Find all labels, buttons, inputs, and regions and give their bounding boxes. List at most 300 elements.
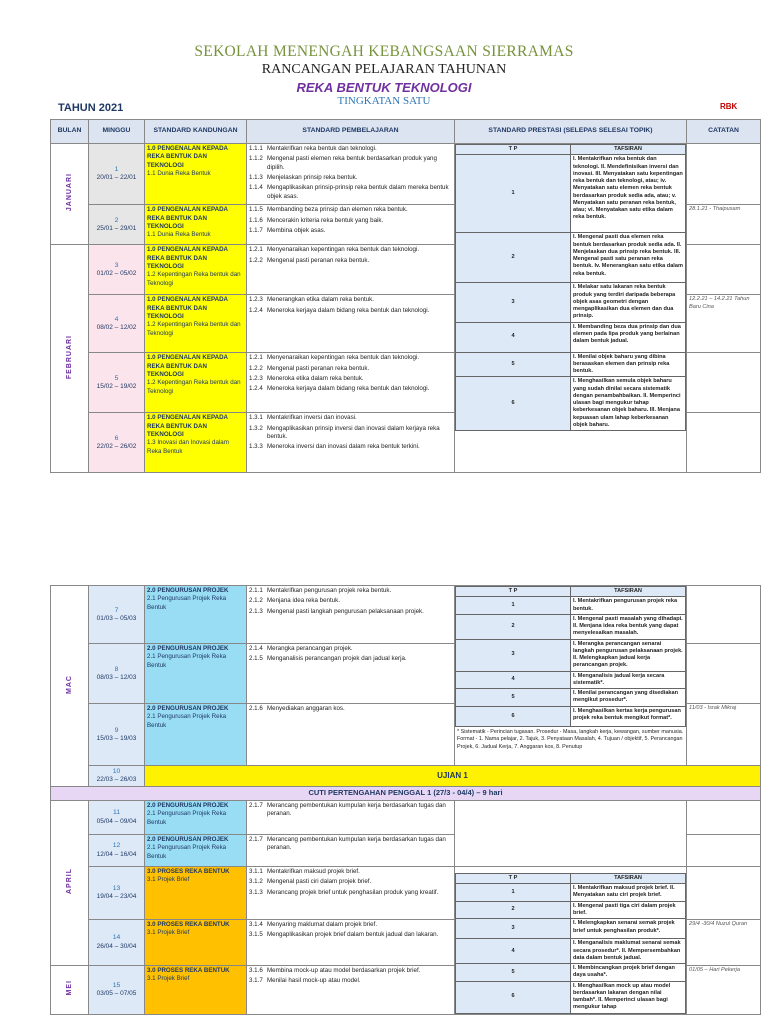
month-cell [51, 144, 89, 245]
tp-description: I. Menghasilkan kertas kerja pengurusan projek reka bentuk mengikut format*. [571, 707, 686, 727]
tafsiran-row [456, 614, 686, 639]
sp-item [249, 868, 452, 876]
sp-text: Meneroka inversi dan inovasi dalam reka bentuk terkini. [267, 443, 420, 451]
tafsiran-header [456, 587, 686, 597]
sp-text: Mentakrifkan maksud projek brief. [267, 867, 360, 875]
sk-subtitle: 3.1 Projek Brief [147, 928, 190, 936]
week-dates: 01/03 – 05/03 [96, 614, 137, 622]
sp-code: 3.1.4 [249, 920, 263, 928]
catatan-cell [687, 834, 761, 866]
sk-subtitle: 2.1 Pengurusan Projek Reka Bentuk [147, 844, 227, 860]
tp-description: I. Menghasilkan mock up atau model berdasarkan lakaran dengan nilai tambah*. II. Memperinci ulasan bagi mengukur tahap [571, 981, 686, 1013]
sp-text: Merancang pembentukan kumpulan kerja berdasarkan tugas dan peranan. [267, 835, 446, 852]
lesson-plan-table-page1 [50, 119, 761, 473]
tafsiran-row [456, 919, 686, 939]
sp-text: Meneroka kerjaya dalam bidang reka bentuk dan teknologi. [267, 385, 430, 393]
catatan-cell: 01/05 – Hari Pekerja [687, 966, 761, 1015]
sp-code: 2.1.5 [249, 655, 263, 663]
tp-description: I. Mentakrifkan pengurusan projek reka bentuk. [571, 597, 686, 615]
tafsiran-row [456, 233, 686, 283]
standard-pembelajaran-cell [247, 704, 455, 766]
tafsiran-row [456, 981, 686, 1013]
tafsiran-row [456, 939, 686, 964]
sp-text: Mencerakin kriteria reka bentuk yang baik. [267, 216, 384, 224]
sp-text: Merancang projek brief untuk penghasilan produk yang kreatif. [267, 888, 439, 896]
sp-code: 1.2.4 [249, 385, 263, 393]
sk-subtitle: 2.1 Pengurusan Projek Reka Bentuk [147, 810, 227, 826]
sp-text: Menyenaraikan kepentingan reka bentuk dan teknologi. [267, 246, 420, 254]
sp-item [249, 931, 452, 939]
week-dates: 01/02 – 05/02 [96, 269, 137, 277]
tp-header: T P [456, 873, 571, 883]
week-dates: 03/05 – 07/05 [96, 990, 137, 998]
sk-title: 2.0 PENGURUSAN PROJEK [147, 587, 229, 594]
sp-text: Menganalisis perancangan projek dan jadual kerja. [267, 655, 407, 663]
sk-subtitle: 2.1 Pengurusan Projek Reka Bentuk [147, 595, 227, 611]
sp-item [249, 425, 452, 442]
sp-text: Menjana idea reka bentuk. [267, 597, 340, 605]
catatan-cell [687, 413, 761, 473]
month-cell [51, 966, 89, 1015]
sp-item [249, 217, 452, 225]
sk-subtitle: 1.2 Kepentingan Reka bentuk dan Teknologi [147, 379, 241, 395]
tp-description: I. Mentakrifkan reka bentuk dan teknologi. II. Mendefinisikan inversi dan inovasi. III. Menyatakan satu kepentingan reka bentuk dan teknologi, atau; iv. Menyatakan satu elemen reka bentuk berdasarkan produk sedia ada, atau; v. Menyatakan satu peranan reka bentuk, atau; vi. Menyatakan satu etika dalam reka bentuk. [571, 155, 686, 233]
week-dates: 12/04 – 16/04 [96, 850, 137, 858]
sk-title: 1.0 PENGENALAN KEPADA REKA BENTUK DAN TEKNOLOGI [147, 296, 228, 320]
month-label: MAC [65, 674, 73, 694]
tafsiran-row [456, 283, 686, 322]
tp-level: 4 [456, 939, 571, 964]
sp-text: Mengenal pasti peranan reka bentuk. [267, 256, 370, 264]
sp-item [249, 184, 452, 201]
col-minggu: MINGGU [89, 120, 145, 144]
catatan-cell [687, 144, 761, 205]
sp-item [249, 802, 452, 819]
sp-code: 1.3.1 [249, 414, 263, 422]
tafsiran-row [456, 689, 686, 707]
sp-text: Mentakrifkan reka bentuk dan teknologi. [267, 145, 377, 152]
week-dates: 08/03 – 12/03 [96, 673, 137, 681]
week-number: 2 [114, 216, 119, 224]
standard-pembelajaran-cell [247, 586, 455, 644]
sp-item [249, 921, 452, 929]
week-cell [89, 766, 145, 787]
sp-item [249, 174, 452, 182]
sp-text: Membina mock-up atau model berdasarkan projek brief. [267, 967, 421, 975]
sp-item [249, 145, 452, 153]
week-number: 12 [112, 842, 121, 850]
sp-code: 2.1.3 [249, 607, 263, 615]
week-number: 14 [112, 934, 121, 942]
sk-title: 3.0 PROSES REKA BENTUK [147, 920, 230, 928]
week-number: 3 [114, 261, 119, 269]
standard-prestasi-cell [455, 586, 687, 766]
tp-description: I. Mengenal pasti tiga ciri dalam projek brief. [571, 901, 686, 919]
standard-kandungan-cell [145, 205, 247, 245]
school-name: SEKOLAH MENENGAH KEBANGSAAN SIERRAMAS [194, 43, 574, 60]
sp-code: 1.1.4 [249, 184, 263, 192]
tafsiran-header [456, 145, 686, 155]
sp-code: 1.2.1 [249, 246, 263, 254]
week-number: 7 [114, 606, 119, 614]
sp-code: 2.1.7 [249, 835, 263, 843]
tp-level: 6 [456, 377, 571, 431]
week-dates: 15/02 – 19/02 [96, 382, 137, 390]
week-number: 4 [114, 315, 119, 323]
tafsiran-table [455, 873, 686, 1014]
week-number: 1 [114, 166, 119, 174]
catatan-cell [687, 800, 761, 834]
sp-code: 2.1.4 [249, 645, 263, 652]
standard-prestasi-empty [455, 800, 687, 866]
tp-level: 5 [456, 964, 571, 982]
tafsiran-header-label: TAFSIRAN [571, 873, 686, 883]
week-dates: 05/04 – 09/04 [96, 817, 137, 825]
catatan-cell [687, 245, 761, 295]
col-catatan: CATATAN [687, 120, 761, 144]
tafsiran-row [456, 964, 686, 982]
sp-item [249, 375, 452, 383]
tafsiran-row [456, 671, 686, 689]
month-label: FEBRUARI [65, 334, 73, 380]
sk-title: 1.0 PENGENALAN KEPADA REKA BENTUK DAN TEKNOLOGI [147, 354, 228, 378]
tp-header: T P [456, 145, 571, 155]
catatan-cell [687, 586, 761, 644]
standard-pembelajaran-cell [247, 353, 455, 413]
tp-level: 3 [456, 639, 571, 671]
sp-code: 3.1.3 [249, 888, 263, 896]
sp-code: 2.1.1 [249, 587, 263, 594]
sp-item [249, 414, 452, 422]
standard-kandungan-cell [145, 353, 247, 413]
sp-code: 1.1.5 [249, 206, 263, 214]
tp-description: I. Mentakrifkan maksud projek brief. II. Menyatakan satu ciri projek brief. [571, 884, 686, 902]
tp-level: 5 [456, 689, 571, 707]
sp-code: 1.2.2 [249, 256, 263, 264]
week-cell [89, 800, 145, 834]
sp-code: 1.2.3 [249, 296, 263, 304]
standard-kandungan-cell [145, 245, 247, 295]
tp-level: 2 [456, 901, 571, 919]
sk-title: 3.0 PROSES REKA BENTUK [147, 867, 230, 875]
week-cell [89, 644, 145, 704]
sp-text: Menyediakan anggaran kos. [267, 705, 345, 712]
sp-item [249, 705, 452, 713]
tp-description: I. Mengenal pasti masalah yang dihadapi. II. Menjana idea reka bentuk yang dapat menyelesaikan masalah. [571, 614, 686, 639]
tafsiran-row [456, 597, 686, 615]
exam-row [51, 766, 761, 787]
sp-text: Merangka perancangan projek. [267, 645, 353, 652]
sp-code: 1.1.1 [249, 145, 263, 152]
week-cell [89, 295, 145, 353]
tp-level: 5 [456, 352, 571, 377]
sk-subtitle: 1.3 Inovasi dan Inovasi dalam Reka Bentuk [147, 439, 229, 455]
week-cell [89, 919, 145, 966]
sk-subtitle: 1.1 Dunia Reka Bentuk [147, 231, 211, 239]
standard-pembelajaran-cell [247, 644, 455, 704]
tafsiran-table [455, 586, 686, 727]
sk-title: 1.0 PENGENALAN KEPADA REKA BENTUK DAN TEKNOLOGI [147, 145, 228, 169]
week-cell [89, 704, 145, 766]
tp-header: T P [456, 587, 571, 597]
sp-code: 1.2.3 [249, 374, 263, 382]
sp-item [249, 206, 452, 214]
month-label: MEI [65, 980, 73, 996]
catatan-cell [687, 866, 761, 919]
catatan-cell [687, 644, 761, 704]
sp-item [249, 608, 452, 616]
sp-code: 1.2.1 [249, 354, 263, 362]
tafsiran-row [456, 901, 686, 919]
sp-code: 3.1.5 [249, 930, 263, 938]
tp-description: I. Menghasilkan semula objek baharu yang sudah dinilai secara sistematik dengan penambahbaikan. II. Memperinci ulasan bagi mengukur tahap keberkesanan objek baharu. III. Menjana kepuasan ulam lahap keberkesanan objek baharu. [571, 377, 686, 431]
sp-item [249, 889, 452, 897]
sp-item [249, 645, 452, 653]
sp-text: Mengenal pasti peranan reka bentuk. [267, 364, 370, 372]
standard-kandungan-cell [145, 919, 247, 966]
catatan-cell: 29/4 -30/4 Nuzul Quran [687, 919, 761, 966]
sp-item [249, 977, 452, 985]
table-row [51, 144, 761, 205]
standard-kandungan-cell [145, 295, 247, 353]
sk-subtitle: 1.2 Kepentingan Reka bentuk dan Teknologi [147, 321, 241, 337]
year-label: TAHUN 2021 [58, 102, 124, 114]
standard-kandungan-cell [145, 866, 247, 919]
col-standard-prestasi: STANDARD PRESTASI (SELEPAS SELESAI TOPIK) [455, 120, 687, 144]
tafsiran-header [456, 873, 686, 883]
tafsiran-row [456, 377, 686, 431]
holiday-banner: CUTI PERTENGAHAN PENGGAL 1 (27/3 - 04/4) – 9 hari [51, 786, 761, 800]
sp-text: Meneroka etika dalam reka bentuk. [267, 374, 364, 382]
week-cell [89, 413, 145, 473]
tp-description: I. Menilai perancangan yang disediakan mengikut prosedur*. [571, 689, 686, 707]
week-dates: 08/02 – 12/02 [96, 323, 137, 331]
week-cell [89, 205, 145, 245]
sp-text: Mengenal pasti langkah pengurusan pelaksanaan projek. [267, 607, 424, 615]
sp-code: 3.1.2 [249, 878, 263, 886]
standard-pembelajaran-cell [247, 245, 455, 295]
standard-kandungan-cell [145, 704, 247, 766]
sp-text: Menyenaraikan kepentingan reka bentuk dan teknologi. [267, 354, 420, 362]
sp-item [249, 227, 452, 235]
sp-text: Mengenal pasti ciri dalam projek brief. [267, 878, 372, 886]
sp-code: 1.2.4 [249, 306, 263, 314]
sp-code: 3.1.1 [249, 867, 263, 875]
week-cell [89, 353, 145, 413]
week-number: 5 [114, 374, 119, 382]
sk-title: 1.0 PENGENALAN KEPADA REKA BENTUK DAN TEKNOLOGI [147, 246, 228, 270]
month-label: JANUARI [65, 173, 73, 212]
tafsiran-row [456, 707, 686, 727]
standard-kandungan-cell [145, 966, 247, 1015]
sk-title: 2.0 PENGURUSAN PROJEK [147, 645, 229, 652]
tp-description: I. Mengenal pasti dua elemen reka bentuk berdasarkan produk sedia ada. II. Menjelaskan dua prinsip reka bentuk. III. Mengenal pasti satu peranan reka bentuk. Iv. Menerangkan satu etika dalam reka bentuk. [571, 233, 686, 283]
sp-code: 1.3.3 [249, 443, 263, 451]
standard-pembelajaran-cell [247, 413, 455, 473]
subject-code: RBK [720, 102, 738, 111]
tafsiran-row [456, 322, 686, 352]
tafsiran-header-label: TAFSIRAN [571, 145, 686, 155]
break-row [51, 786, 761, 800]
grade-label: TINGKATAN SATU [337, 95, 431, 107]
week-number: 6 [114, 434, 119, 442]
sp-text: Mengaplikasikan prinsip inversi dan inovasi dalam kerjaya reka bentuk. [267, 424, 440, 440]
sp-text: Meneroka kerjaya dalam bidang reka bentuk dan teknologi. [267, 306, 430, 314]
sp-item [249, 443, 452, 451]
week-cell [89, 586, 145, 644]
standard-kandungan-cell [145, 144, 247, 205]
sp-text: Mengaplikasikan projek brief dalam bentuk jadual dan lakaran. [267, 930, 439, 938]
sp-item [249, 878, 452, 886]
sp-code: 1.1.7 [249, 226, 263, 234]
standard-pembelajaran-cell [247, 295, 455, 353]
standard-kandungan-cell [145, 800, 247, 834]
sp-item [249, 296, 452, 304]
standard-prestasi-cell [455, 866, 687, 1014]
sp-item [249, 597, 452, 605]
sk-subtitle: 2.1 Pengurusan Projek Reka Bentuk [147, 653, 227, 669]
plan-title: RANCANGAN PELAJARAN TAHUNAN [261, 62, 507, 77]
tp-description: I. Merangka perancangan senarai langkah pengurusan pelaksanaan projek. II. Melengkapkan jadual kerja perancangan projek. [571, 639, 686, 671]
tp-level: 3 [456, 919, 571, 939]
standard-kandungan-cell [145, 834, 247, 866]
sp-item [249, 155, 452, 172]
sp-text: Menjelaskan prinsip reka bentuk. [267, 174, 358, 182]
catatan-cell: 11/03 - Israk Mikraj [687, 704, 761, 766]
tp-level: 2 [456, 233, 571, 283]
week-number: 9 [114, 726, 119, 734]
sistematik-note: * Sistematik - Perincian tugasan. Prosedur - Masa, langkah kerja, kewangan, sumber manusia. Format - 1. Nama pelajar, 2. Tajuk, 3. Penyataan Masalah, 4. Tujuan / objektif, 5. Perancangan Projek, 6. Jadual Kerja, 7. Anggaran kos, 8. Penutup [457, 729, 684, 750]
col-standard-pembelajaran: STANDARD PEMBELAJARAN [247, 120, 455, 144]
tp-description: I. Membincangkan projek brief dengan daya usaha*. [571, 964, 686, 982]
week-number: 15 [112, 981, 121, 989]
sp-code: 2.1.2 [249, 597, 263, 605]
table-row [51, 866, 761, 919]
standard-pembelajaran-cell [247, 834, 455, 866]
sp-item [249, 307, 452, 315]
sp-code: 1.1.3 [249, 174, 263, 182]
sp-text: Menerangkan etika dalam reka bentuk. [267, 296, 374, 304]
sp-text: Mengenal pasti elemen reka bentuk berdasarkan produk yang dipilih. [267, 155, 437, 171]
week-dates: 20/01 – 22/01 [96, 174, 137, 182]
tp-level: 2 [456, 614, 571, 639]
standard-pembelajaran-cell [247, 866, 455, 919]
tp-level: 1 [456, 155, 571, 233]
month-cell [51, 245, 89, 473]
table-row [51, 586, 761, 644]
standard-pembelajaran-cell [247, 966, 455, 1015]
sp-text: Mengaplikasikan prinsip-prinsip reka bentuk dalam mereka bentuk objek asas. [267, 184, 449, 200]
sk-title: 2.0 PENGURUSAN PROJEK [147, 705, 229, 712]
week-cell [89, 245, 145, 295]
exam-label: UJIAN 1 [145, 766, 761, 787]
sk-subtitle: 1.1 Dunia Reka Bentuk [147, 170, 211, 178]
tafsiran-table [455, 144, 686, 431]
month-label: APRIL [65, 868, 73, 895]
sp-text: Mentakrifkan pengurusan projek reka bentuk. [267, 587, 392, 594]
sk-title: 2.0 PENGURUSAN PROJEK [147, 801, 229, 809]
standard-prestasi-cell [455, 144, 687, 473]
tp-description: I. Menilai objek baharu yang dibina berasaskan elemen dan prinsip reka bentuk. [571, 352, 686, 377]
week-cell [89, 834, 145, 866]
sp-text: Membina objek asas. [267, 226, 326, 234]
tp-description: I. Membanding beza dua prinsip dan dua elemen pada lipa produk yang berlainan dalam bentuk jadual. [571, 322, 686, 352]
week-cell [89, 966, 145, 1015]
standard-kandungan-cell [145, 644, 247, 704]
week-dates: 22/02 – 26/02 [96, 442, 137, 450]
week-dates: 19/04 – 23/04 [96, 892, 137, 900]
sk-subtitle: 3.1 Projek Brief [147, 975, 190, 983]
sk-title: 3.0 PROSES REKA BENTUK [147, 967, 230, 975]
tp-level: 3 [456, 283, 571, 322]
sp-item [249, 967, 452, 975]
standard-kandungan-cell [145, 586, 247, 644]
sk-title: 1.0 PENGENALAN KEPADA REKA BENTUK DAN TEKNOLOGI [147, 206, 228, 230]
tp-level: 1 [456, 884, 571, 902]
sp-item [249, 587, 452, 595]
tp-level: 1 [456, 597, 571, 615]
sp-item [249, 365, 452, 373]
sp-code: 3.1.7 [249, 977, 263, 985]
tafsiran-row [456, 155, 686, 233]
catatan-cell: 28.1.21 - Thaipusam [687, 205, 761, 245]
table-row [51, 800, 761, 834]
col-bulan: BULAN [51, 120, 89, 144]
sp-code: 2.1.7 [249, 801, 263, 809]
sp-code: 1.2.2 [249, 364, 263, 372]
week-dates: 26/04 – 30/04 [96, 942, 137, 950]
sp-text: Mentakrifkan inversi dan inovasi. [267, 414, 357, 422]
sp-code: 1.1.2 [249, 155, 263, 163]
sp-item [249, 836, 452, 853]
standard-pembelajaran-cell [247, 144, 455, 205]
sk-title: 2.0 PENGURUSAN PROJEK [147, 835, 229, 843]
tp-description: I. Melengkapkan senarai semak projek brief untuk penghasilan produk*. [571, 919, 686, 939]
tp-description: I. Menganalisis maklumat senarai semak secara prosedur*. II. Mempersembahkan data dalam bentuk jadual. [571, 939, 686, 964]
standard-pembelajaran-cell [247, 919, 455, 966]
standard-pembelajaran-cell [247, 205, 455, 245]
week-number: 13 [112, 884, 121, 892]
week-number: 8 [114, 665, 119, 673]
week-number: 11 [112, 809, 121, 817]
sp-item [249, 354, 452, 362]
sp-text: Membanding beza prinsip dan elemen reka bentuk. [267, 206, 408, 214]
sp-text: Menyaring maklumat dalam projek brief. [267, 920, 378, 928]
sk-subtitle: 1.2 Kepentingan Reka bentuk dan Teknologi [147, 271, 241, 287]
tp-description: I. Melakar satu lakaran reka bentuk produk yang terdiri daripada beberapa objek asas geometri dengan mengaplikasikan dua elemen dan dua prinsip. [571, 283, 686, 322]
lesson-plan-table-page2 [50, 585, 761, 1015]
catatan-cell [687, 353, 761, 413]
sp-code: 3.1.6 [249, 967, 263, 975]
tafsiran-row [456, 884, 686, 902]
week-cell [89, 866, 145, 919]
tp-description: I. Menganalisis jadual kerja secara sistematik*. [571, 671, 686, 689]
sp-item [249, 257, 452, 265]
tafsiran-header-label: TAFSIRAN [571, 587, 686, 597]
month-cell [51, 586, 89, 787]
tp-level: 6 [456, 707, 571, 727]
tp-level: 4 [456, 671, 571, 689]
col-standard-kandungan: STANDARD KANDUNGAN [145, 120, 247, 144]
month-cell [51, 800, 89, 965]
standard-pembelajaran-cell [247, 800, 455, 834]
tp-level: 6 [456, 981, 571, 1013]
standard-kandungan-cell [145, 413, 247, 473]
sp-code: 2.1.6 [249, 705, 263, 712]
catatan-cell: 12.2.21 – 14.2.21 Tahun Baru Cina [687, 295, 761, 353]
sk-subtitle: 2.1 Pengurusan Projek Reka Bentuk [147, 713, 227, 729]
sp-text: Menilai hasil mock-up atau model. [267, 977, 361, 985]
